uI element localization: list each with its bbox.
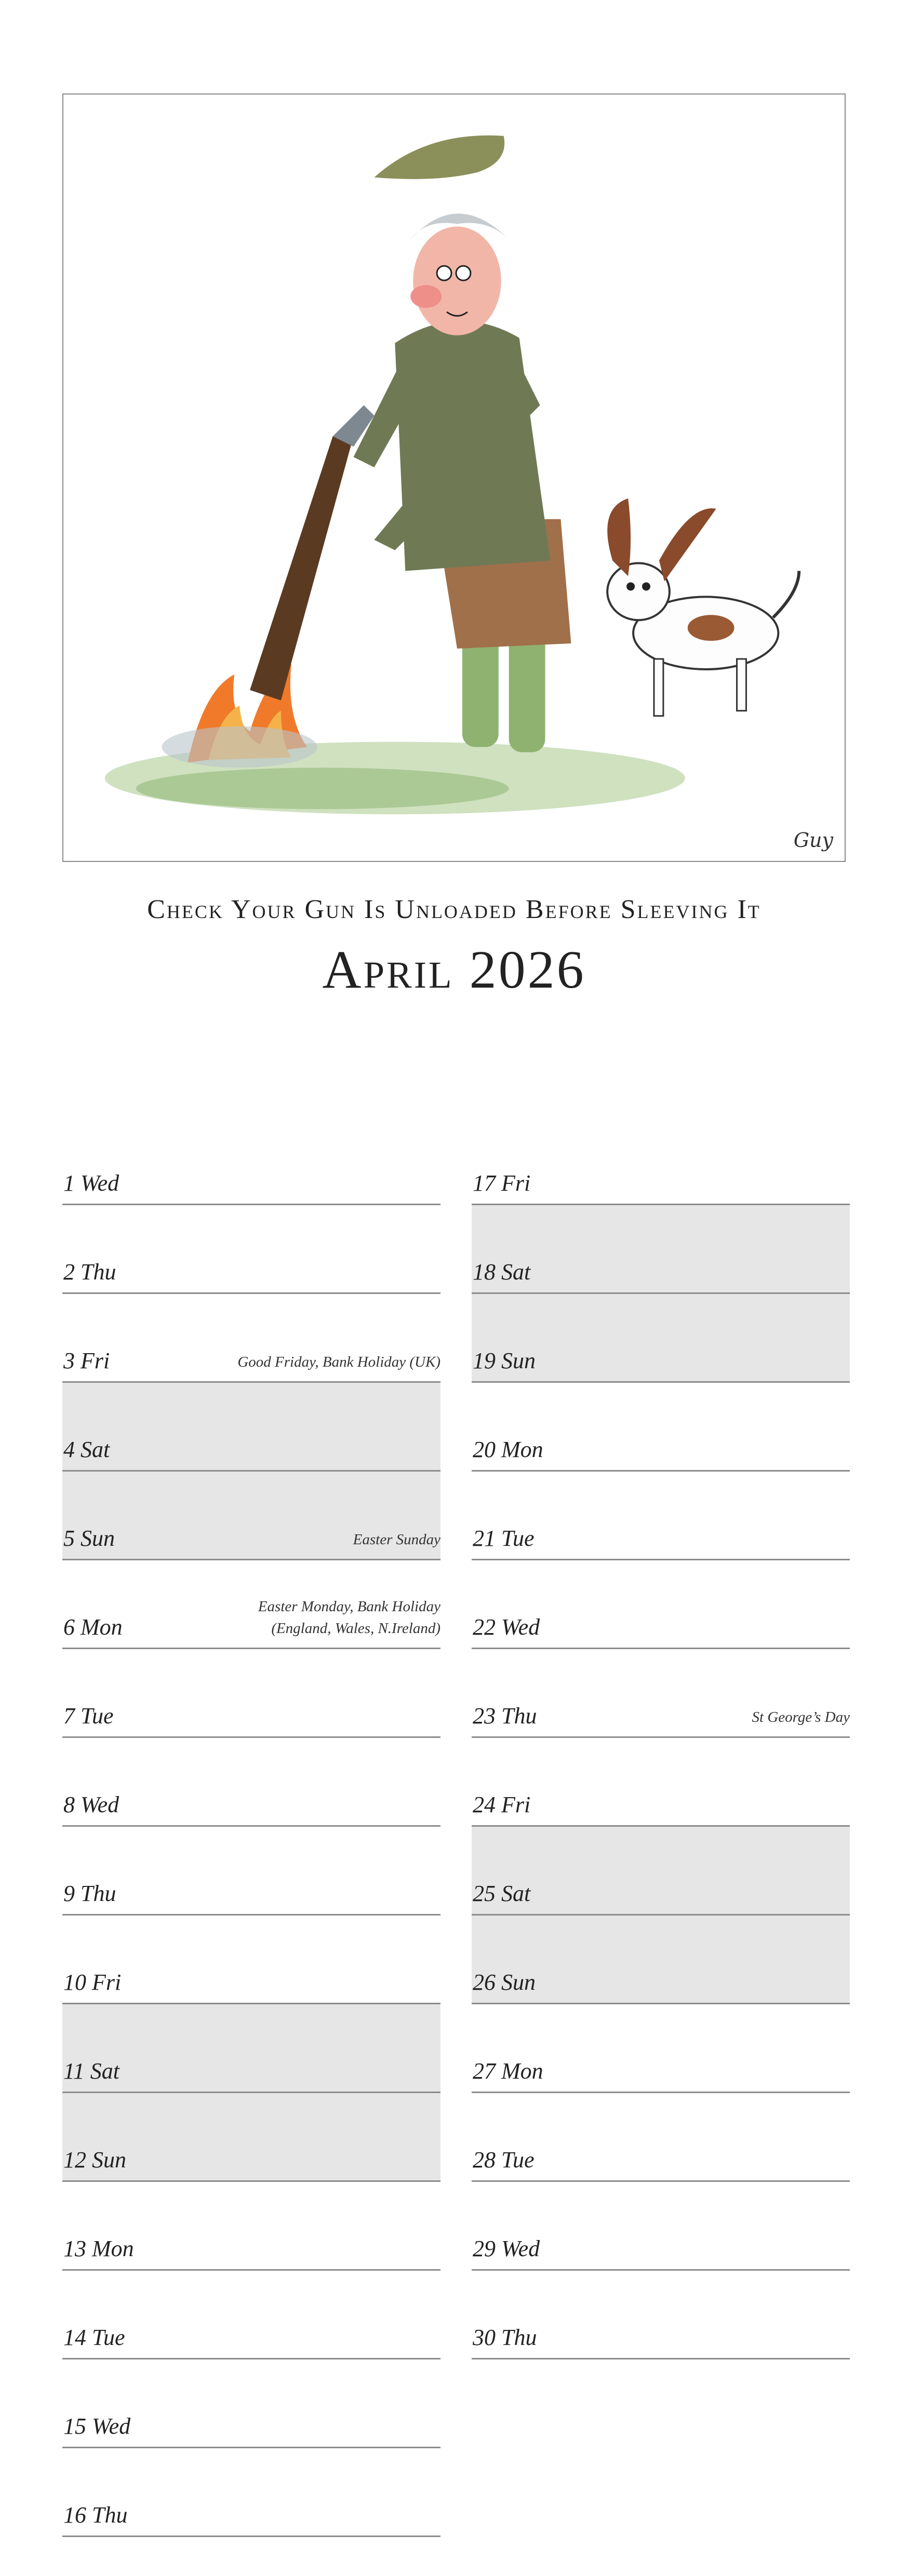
day-label: 27 Mon (473, 2058, 543, 2084)
calendar-day-row[interactable] (472, 1116, 850, 1205)
hat-icon (374, 136, 504, 179)
day-label: 8 Wed (63, 1792, 119, 1817)
calendar-day-row[interactable] (62, 2448, 440, 2537)
calendar-day-row[interactable] (472, 1649, 850, 1738)
man-figure (354, 213, 571, 752)
calendar-day-row[interactable] (62, 1560, 440, 1649)
calendar-day-row[interactable] (472, 1472, 850, 1560)
calendar-day-row[interactable] (472, 2182, 850, 2271)
holiday-note: St George’s Day (752, 1708, 850, 1725)
calendar-day-row[interactable] (62, 2004, 440, 2093)
day-label: 13 Mon (63, 2236, 134, 2261)
calendar-day-row[interactable] (472, 2271, 850, 2359)
day-label: 30 Thu (473, 2325, 537, 2350)
day-label: 28 Tue (473, 2147, 535, 2173)
day-label: 23 Thu (473, 1703, 537, 1729)
calendar-day-row[interactable] (472, 1738, 850, 1827)
day-label: 24 Fri (473, 1792, 531, 1817)
day-label: 14 Tue (63, 2325, 125, 2350)
calendar-day-row[interactable] (62, 1205, 440, 1294)
day-label: 9 Thu (63, 1881, 116, 1906)
day-label: 18 Sat (473, 1259, 531, 1285)
month-title: April 2026 (322, 940, 586, 1000)
day-label: 12 Sun (63, 2147, 126, 2173)
dog-figure (607, 498, 799, 716)
calendar-day-row[interactable] (62, 2182, 440, 2271)
day-label: 4 Sat (63, 1437, 110, 1462)
day-label: 16 Thu (63, 2502, 128, 2528)
day-label: 7 Tue (63, 1703, 114, 1729)
calendar-day-row[interactable] (472, 1916, 850, 2004)
calendar-day-row[interactable] (62, 1827, 440, 1916)
holiday-note: Easter Sunday (353, 1531, 440, 1548)
illustration-frame (62, 93, 846, 862)
calendar-day-row[interactable] (62, 2271, 440, 2359)
calendar-day-row[interactable] (472, 1294, 850, 1383)
day-label: 2 Thu (63, 1259, 116, 1285)
day-label: 26 Sun (473, 1970, 536, 1995)
calendar-day-row[interactable] (62, 1116, 440, 1205)
calendar-day-row[interactable] (472, 1205, 850, 1294)
day-label: 10 Fri (63, 1970, 122, 1995)
calendar-day-row[interactable] (472, 1383, 850, 1472)
calendar-column-left (62, 1116, 440, 2537)
gun-sleeve (250, 436, 353, 700)
illustration-caption: Check Your Gun Is Unloaded Before Sleeving It (147, 895, 761, 924)
day-label: 25 Sat (473, 1881, 531, 1906)
artist-signature: Guy (793, 829, 833, 852)
calendar-day-row[interactable] (62, 2093, 440, 2182)
calendar-day-row[interactable] (62, 1294, 440, 1383)
day-label: 3 Fri (63, 1348, 110, 1373)
day-label: 19 Sun (473, 1348, 536, 1373)
day-label: 5 Sun (63, 1526, 115, 1551)
fire-icon (162, 664, 317, 767)
day-label: 6 Mon (63, 1614, 123, 1640)
calendar-day-row[interactable] (472, 2004, 850, 2093)
calendar-column-right (472, 1116, 850, 2359)
calendar-day-row[interactable] (62, 2359, 440, 2448)
calendar-day-row[interactable] (62, 1472, 440, 1560)
day-label: 22 Wed (473, 1614, 540, 1640)
calendar-day-row[interactable] (472, 1827, 850, 1916)
calendar-day-row[interactable] (62, 1738, 440, 1827)
day-label: 21 Tue (473, 1526, 535, 1551)
day-label: 11 Sat (63, 2058, 119, 2084)
day-label: 20 Mon (473, 1437, 543, 1462)
holiday-note: Easter Monday, Bank Holiday (England, Wales, N.Ireland) (258, 1598, 440, 1637)
calendar-day-row[interactable] (62, 1916, 440, 2004)
calendar-day-row[interactable] (62, 1649, 440, 1738)
day-label: 29 Wed (473, 2236, 540, 2261)
calendar-day-row[interactable] (472, 1560, 850, 1649)
day-label: 1 Wed (63, 1170, 119, 1196)
holiday-note: Good Friday, Bank Holiday (UK) (237, 1353, 440, 1370)
calendar-day-row[interactable] (62, 1383, 440, 1472)
cartoon-illustration (63, 95, 845, 861)
calendar-day-row[interactable] (472, 2093, 850, 2182)
day-label: 15 Wed (63, 2413, 131, 2439)
day-label: 17 Fri (473, 1170, 531, 1196)
